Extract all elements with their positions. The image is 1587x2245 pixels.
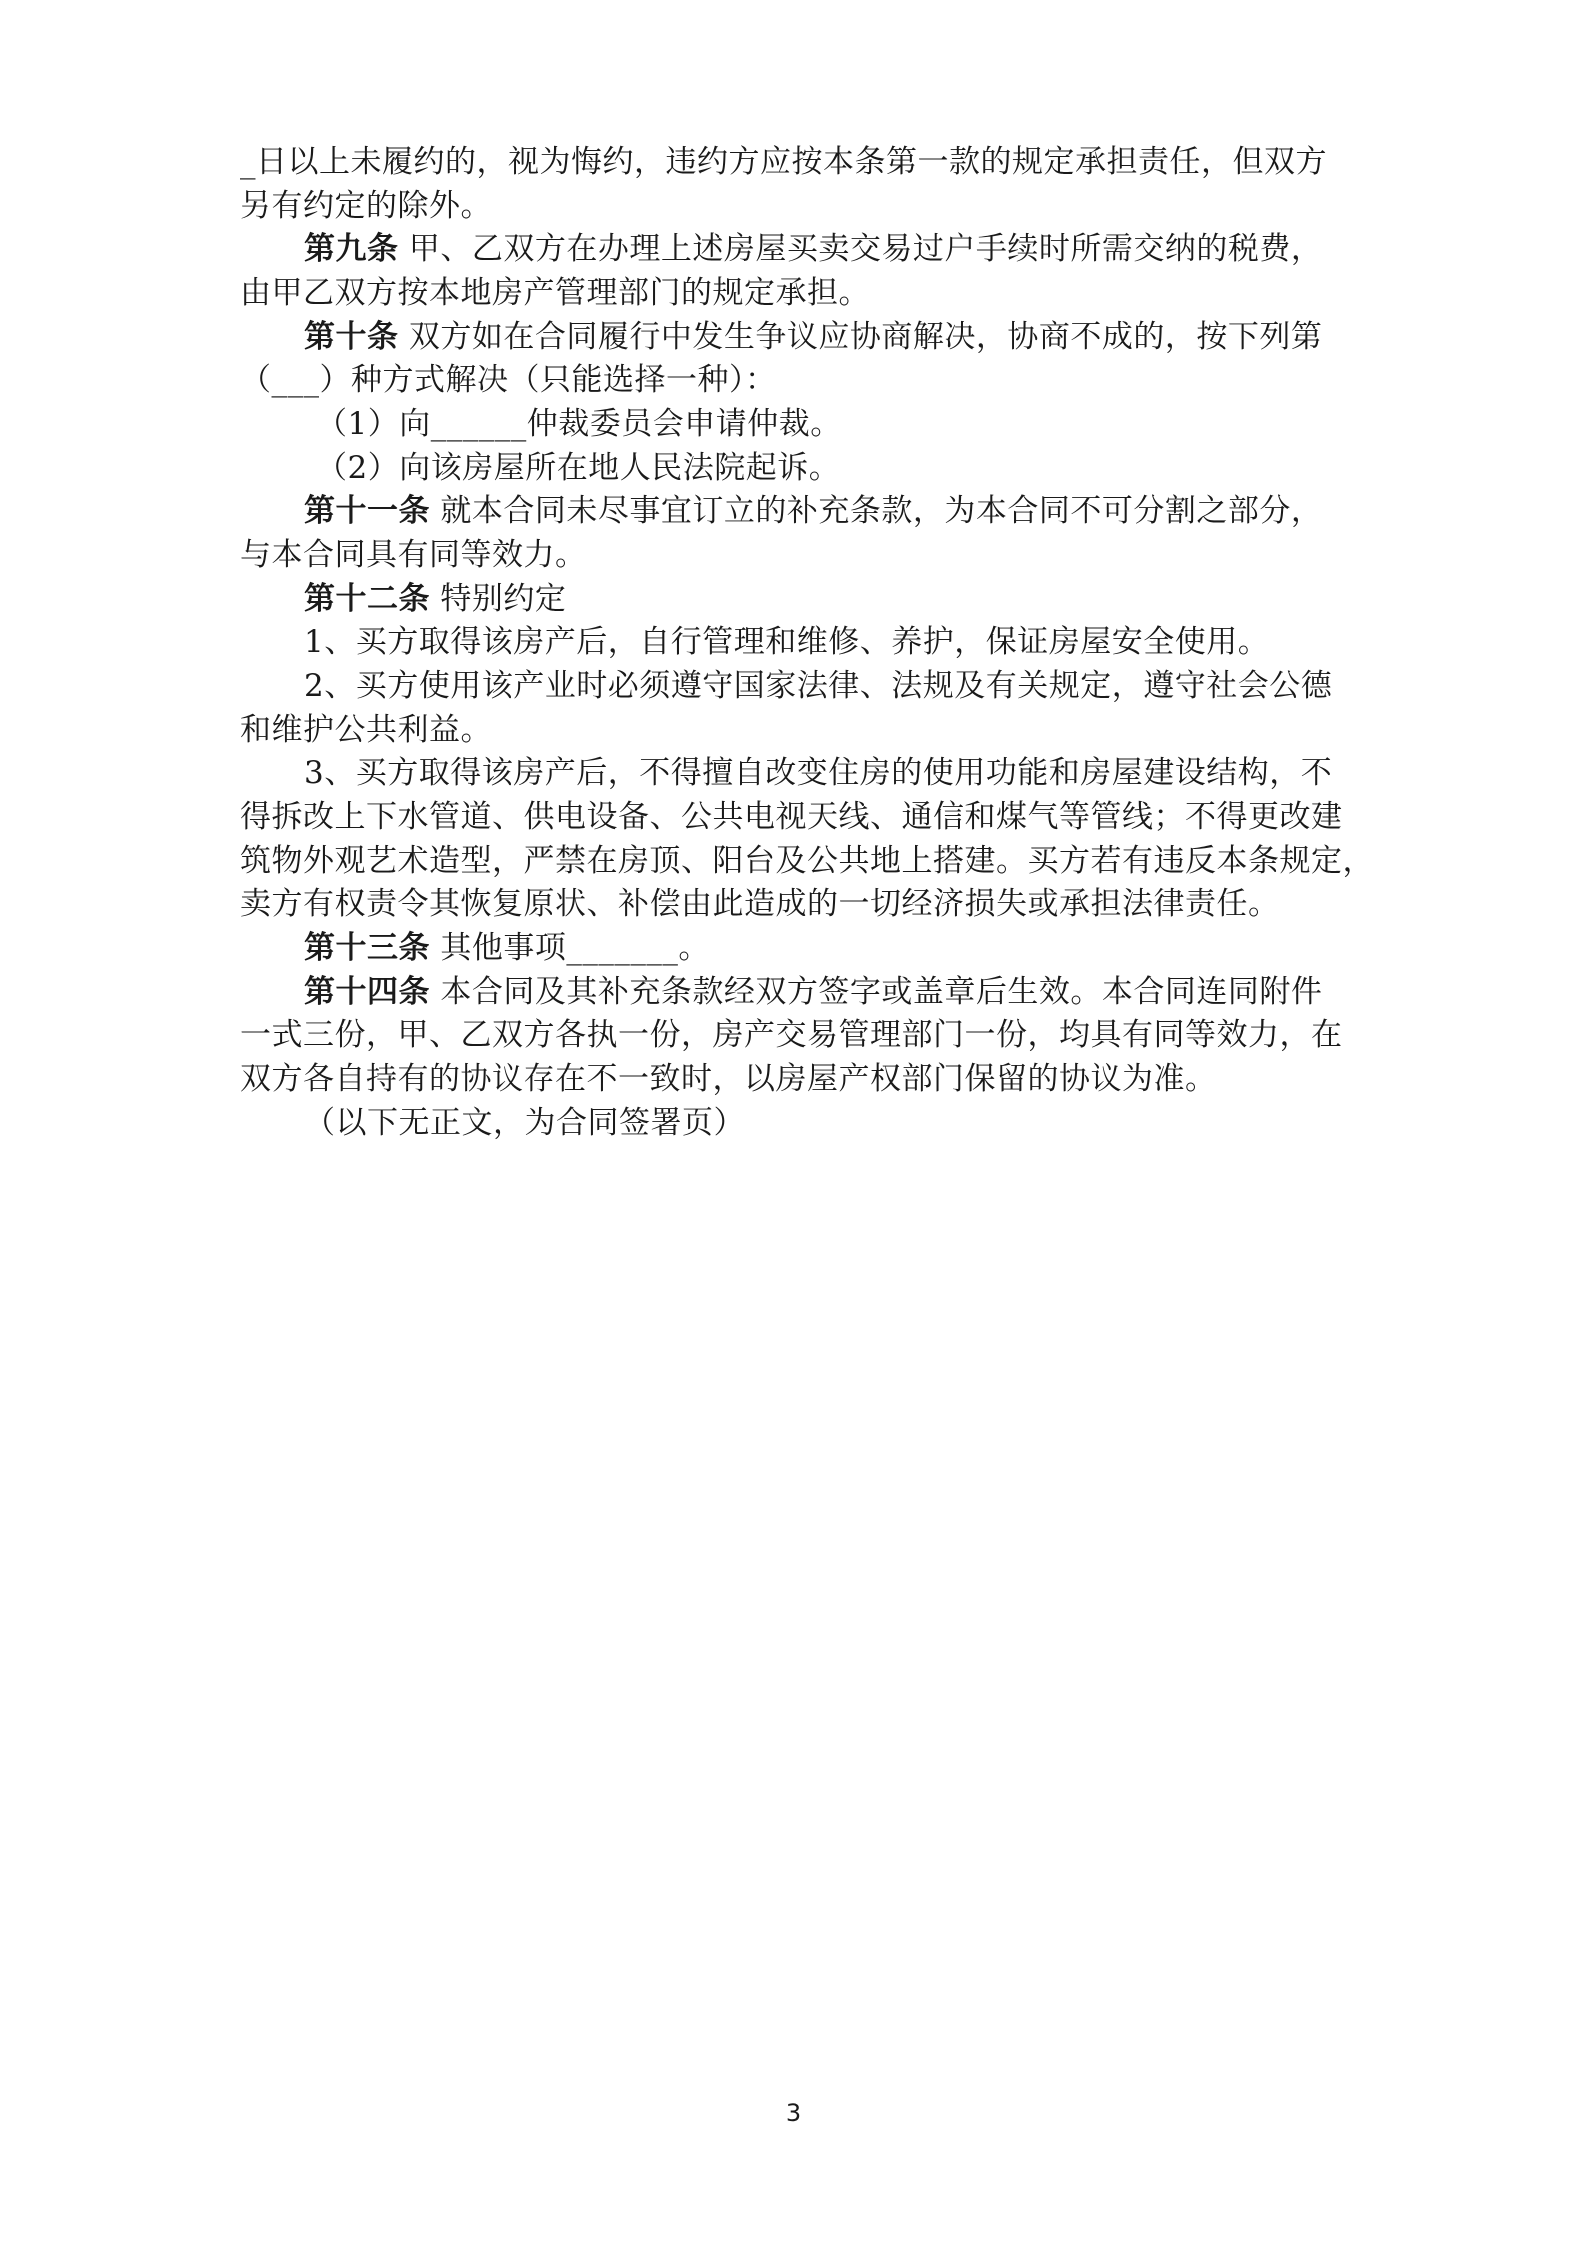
line-text: 1、买方取得该房产后，自行管理和维修、养护，保证房屋安全使用。	[304, 624, 1270, 660]
line-text: 与本合同具有同等效力。	[240, 537, 587, 573]
text-line-17	[240, 841, 1374, 881]
article-label: 第十二条	[304, 581, 430, 617]
line-text: （1）向______仲裁委员会申请仲裁。	[316, 406, 842, 442]
line-text: _日以上未履约的，视为悔约，违约方应按本条第一款的规定承担责任，但双方	[240, 144, 1327, 180]
article-label: 第十条	[304, 319, 399, 355]
option-1	[316, 404, 1360, 444]
option-2	[316, 448, 1360, 488]
page-number: 3	[785, 2099, 802, 2127]
line-text: 一式三份，甲、乙双方各执一份，房产交易管理部门一份，均具有同等效力，在	[240, 1017, 1343, 1053]
article-label: 第十三条	[304, 930, 430, 966]
article-text: 本合同及其补充条款经双方签字或盖章后生效。本合同连同附件	[430, 974, 1323, 1010]
line-text: 另有约定的除外。	[240, 188, 492, 224]
line-text: （2）向该房屋所在地人民法院起诉。	[316, 450, 841, 486]
text-line-14	[240, 710, 1360, 750]
article-13	[304, 928, 1360, 968]
text-line-21	[240, 1015, 1360, 1055]
line-text: （___）种方式解决（只能选择一种）：	[240, 362, 777, 398]
line-text: 由甲乙双方按本地房产管理部门的规定承担。	[240, 275, 870, 311]
article-14	[304, 972, 1360, 1012]
special-item-3	[304, 753, 1360, 793]
line-text: 卖方有权责令其恢复原状、补偿由此造成的一切经济损失或承担法律责任。	[240, 886, 1280, 922]
line-text: 和维护公共利益。	[240, 712, 492, 748]
article-label: 第十四条	[304, 974, 430, 1010]
special-item-2	[304, 666, 1360, 706]
article-text: 其他事项_______。	[430, 930, 710, 966]
text-line-2	[240, 186, 1360, 226]
line-text: 筑物外观艺术造型，严禁在房顶、阳台及公共地上搭建。买方若有违反本条规定，	[240, 843, 1374, 879]
text-line-10	[240, 535, 1360, 575]
article-label: 第九条	[304, 231, 399, 267]
text-line-22	[240, 1059, 1360, 1099]
article-text: 甲、乙双方在办理上述房屋买卖交易过户手续时所需交纳的税费，	[398, 231, 1323, 267]
text-line-16	[240, 797, 1360, 837]
special-item-1	[304, 622, 1360, 662]
line-text: （以下无正文，为合同签署页）	[304, 1105, 745, 1141]
line-text: 2、买方使用该产业时必须遵守国家法律、法规及有关规定，遵守社会公德	[304, 668, 1333, 704]
text-line-1	[240, 142, 1360, 182]
line-text: 3、买方取得该房产后，不得擅自改变住房的使用功能和房屋建设结构，不	[304, 755, 1333, 791]
end-note	[304, 1103, 1360, 1143]
article-text: 双方如在合同履行中发生争议应协商解决，协商不成的，按下列第	[398, 319, 1323, 355]
article-11	[304, 491, 1360, 531]
article-text: 就本合同未尽事宜订立的补充条款，为本合同不可分割之部分，	[430, 493, 1323, 529]
article-text: 特别约定	[430, 581, 567, 617]
text-line-18	[240, 884, 1360, 924]
text-line-4	[240, 273, 1360, 313]
article-12	[304, 579, 1360, 619]
article-10	[304, 317, 1360, 357]
article-9	[304, 229, 1360, 269]
text-line-6	[240, 360, 1360, 400]
line-text: 得拆改上下水管道、供电设备、公共电视天线、通信和煤气等管线；不得更改建	[240, 799, 1343, 835]
article-label: 第十一条	[304, 493, 430, 529]
line-text: 双方各自持有的协议存在不一致时，以房屋产权部门保留的协议为准。	[240, 1061, 1217, 1097]
